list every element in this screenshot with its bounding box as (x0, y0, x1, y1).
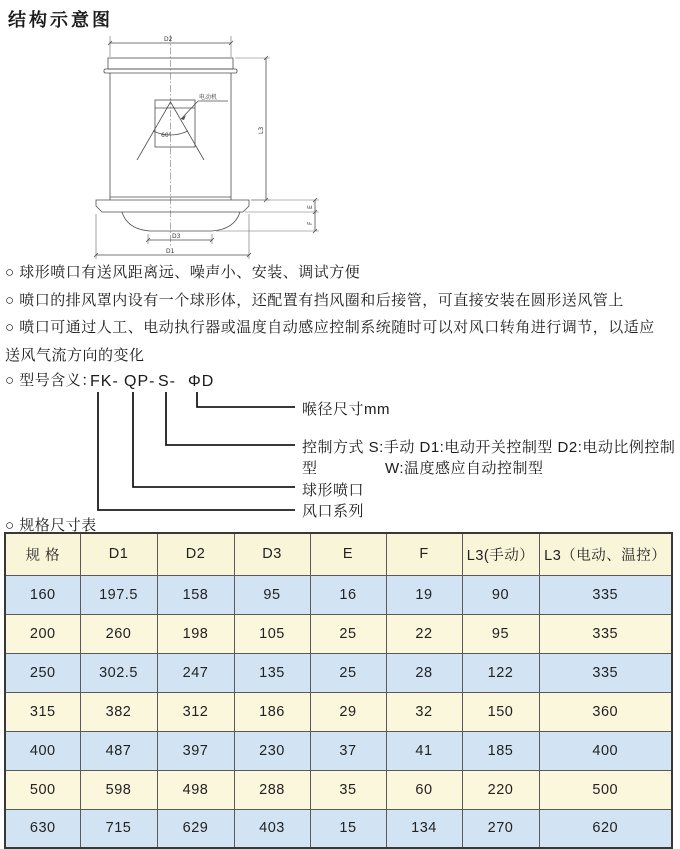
spec-table-row (5, 809, 672, 848)
dim-label-f: F (307, 221, 314, 225)
spec-value-cell: 198 (157, 614, 234, 653)
spec-value-cell: 90 (462, 575, 539, 614)
bullet-text: 喷口可通过人工、电动执行器或温度自动感应控制系统随时可以对风口转角进行调节，以适应送风气流方向的变化 (5, 319, 655, 364)
spec-value-cell: 400 (539, 731, 672, 770)
spec-value-cell: 620 (539, 809, 672, 848)
spec-value-cell: 150 (462, 692, 539, 731)
spec-value-cell: 230 (234, 731, 310, 770)
header-d1: D1 (80, 533, 157, 575)
spec-size-cell: 400 (5, 731, 80, 770)
header-spec: 规 格 (5, 533, 80, 575)
dim-label-d2: D2 (164, 36, 173, 43)
spec-size-cell: 250 (5, 653, 80, 692)
spec-value-cell: 715 (80, 809, 157, 848)
callout-outlet-series: 风口系列 (302, 503, 365, 520)
bullet-marker: ○ (5, 319, 15, 336)
dim-label-d1: D1 (166, 248, 175, 255)
feature-bullets (5, 259, 657, 369)
spec-size-cell: 160 (5, 575, 80, 614)
spec-value-cell: 247 (157, 653, 234, 692)
spec-table-body (5, 575, 672, 848)
spec-value-cell: 95 (234, 575, 310, 614)
model-code-series: FK- (90, 373, 119, 390)
spec-value-cell: 498 (157, 770, 234, 809)
spec-table-row (5, 770, 672, 809)
spec-value-cell: 403 (234, 809, 310, 848)
spec-value-cell: 122 (462, 653, 539, 692)
bullet-item (5, 259, 657, 287)
spec-table-row (5, 575, 672, 614)
spec-size-cell: 630 (5, 809, 80, 848)
motor-label: 电动机 (199, 94, 218, 101)
spec-value-cell: 35 (310, 770, 386, 809)
spec-value-cell: 28 (386, 653, 462, 692)
spec-value-cell: 397 (157, 731, 234, 770)
spec-value-cell: 19 (386, 575, 462, 614)
dim-label-d3: D3 (172, 233, 181, 240)
header-d3: D3 (234, 533, 310, 575)
header-d2: D2 (157, 533, 234, 575)
spec-value-cell: 186 (234, 692, 310, 731)
spec-value-cell: 382 (80, 692, 157, 731)
callout-spherical-nozzle: 球形喷口 (302, 482, 365, 499)
spec-value-cell: 312 (157, 692, 234, 731)
spec-size-cell: 200 (5, 614, 80, 653)
spec-value-cell: 302.5 (80, 653, 157, 692)
bullet-marker: ○ (5, 291, 15, 309)
bullet-text: 喷口的排风罩内设有一个球形体，还配置有挡风圈和后接管，可直接安装在圆形送风管上 (19, 291, 624, 309)
spec-value-cell: 270 (462, 809, 539, 848)
page-title: 结构示意图 (8, 10, 113, 30)
model-code-control: S- (158, 373, 176, 390)
callout-control-mode-line2: W:温度感应自动控制型 (385, 460, 544, 477)
spec-value-cell: 598 (80, 770, 157, 809)
header-l3-electric: L3（电动、温控） (539, 533, 672, 575)
bullet-marker: ○ (5, 264, 15, 281)
spec-value-cell: 185 (462, 731, 539, 770)
bullet-item (5, 314, 657, 369)
spec-value-cell: 260 (80, 614, 157, 653)
spec-value-cell: 29 (310, 692, 386, 731)
spec-value-cell: 25 (310, 653, 386, 692)
spec-value-cell: 22 (386, 614, 462, 653)
spec-value-cell: 197.5 (80, 575, 157, 614)
spec-table-row (5, 692, 672, 731)
spec-table-row (5, 614, 672, 653)
spec-value-cell: 360 (539, 692, 672, 731)
spec-table-label: ○ 规格尺寸表 (5, 517, 97, 534)
spec-value-cell: 220 (462, 770, 539, 809)
header-l3-manual: L3(手动） (462, 533, 539, 575)
spec-size-cell: 315 (5, 692, 80, 731)
spec-table-header-row (5, 533, 672, 575)
spec-value-cell: 16 (310, 575, 386, 614)
spec-value-cell: 500 (539, 770, 672, 809)
spec-table-row (5, 731, 672, 770)
spec-value-cell: 105 (234, 614, 310, 653)
bullet-item (5, 287, 657, 315)
spec-value-cell: 41 (386, 731, 462, 770)
spec-table (4, 532, 673, 849)
spec-value-cell: 134 (386, 809, 462, 848)
leader-arrow (181, 115, 186, 120)
spec-value-cell: 95 (462, 614, 539, 653)
structure-diagram (60, 28, 340, 268)
dim-label-e: E (307, 205, 314, 209)
spec-value-cell: 335 (539, 653, 672, 692)
spec-value-cell: 288 (234, 770, 310, 809)
model-meaning-label: ○ 型号含义： (5, 372, 97, 389)
spec-value-cell: 335 (539, 614, 672, 653)
bullet-text: 球形喷口有送风距离远、噪声小、安装、调试方便 (19, 264, 361, 281)
spec-table-row (5, 653, 672, 692)
spec-value-cell: 32 (386, 692, 462, 731)
spec-value-cell: 158 (157, 575, 234, 614)
spec-size-cell: 500 (5, 770, 80, 809)
spec-value-cell: 629 (157, 809, 234, 848)
spec-value-cell: 25 (310, 614, 386, 653)
header-e: E (310, 533, 386, 575)
model-meaning-section (0, 365, 680, 523)
model-code-diameter: ΦD (188, 373, 215, 390)
callout-throat-size: 喉径尺寸mm (302, 401, 390, 418)
dim-label-l3: L3 (258, 126, 265, 134)
spec-value-cell: 135 (234, 653, 310, 692)
angle-label: 60° (161, 132, 172, 139)
spec-value-cell: 37 (310, 731, 386, 770)
spec-value-cell: 487 (80, 731, 157, 770)
header-f: F (386, 533, 462, 575)
model-code-nozzle: QP- (124, 373, 156, 390)
callout-control-mode: 控制方式 S:手动 D1:电动开关控制型 D2:电动比例控制型 (302, 439, 676, 477)
spec-value-cell: 335 (539, 575, 672, 614)
spec-value-cell: 15 (310, 809, 386, 848)
spec-value-cell: 60 (386, 770, 462, 809)
